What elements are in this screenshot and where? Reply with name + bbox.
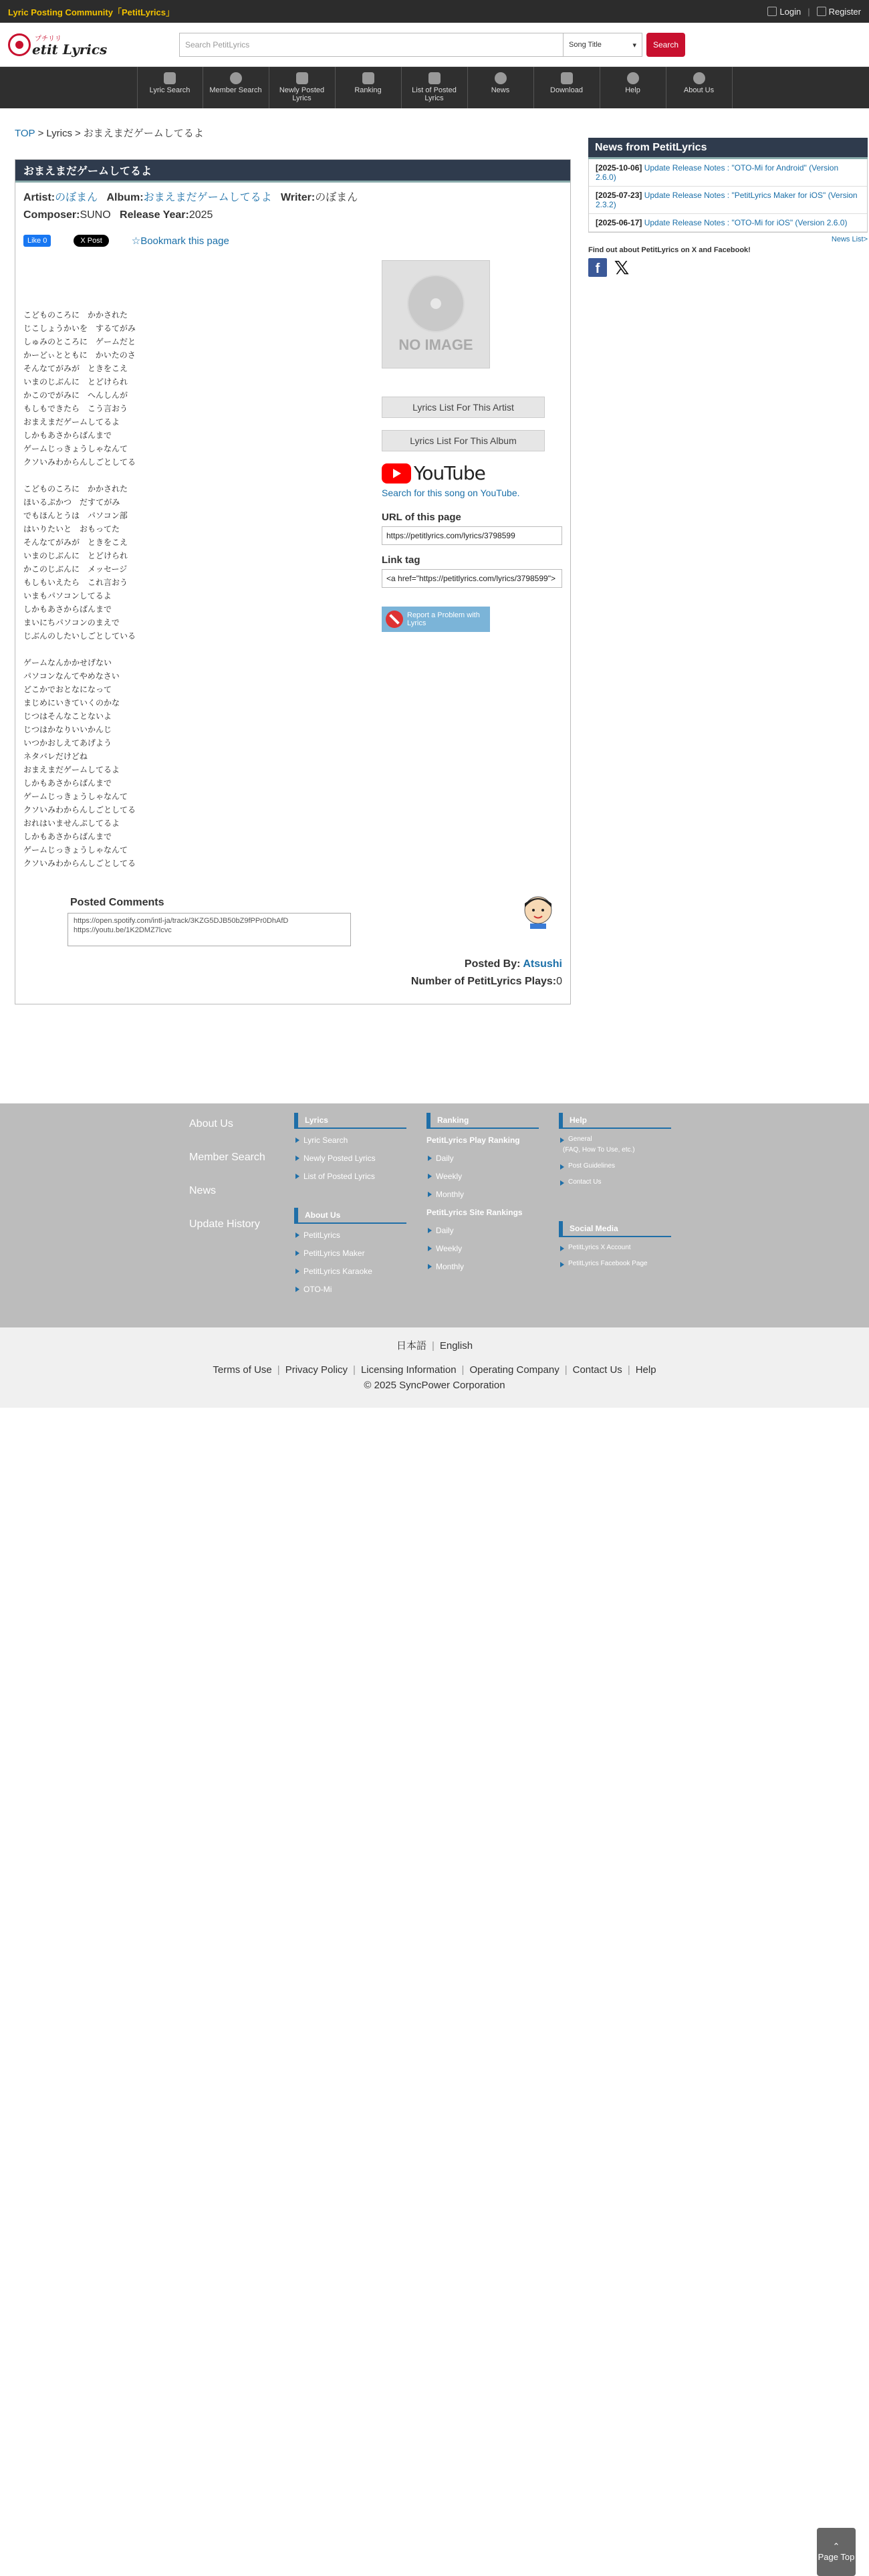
nav-download[interactable]: Download [534, 67, 600, 108]
login-link[interactable]: Login [767, 7, 801, 17]
page-url-field[interactable]: https://petitlyrics.com/lyrics/3798599 [382, 526, 562, 545]
download-icon [561, 72, 573, 84]
facebook-like-button[interactable]: Like 0 [23, 235, 51, 247]
footer-help-col: Help General (FAQ, How To Use, etc.) Post Guidelines Contact Us [559, 1113, 671, 1194]
lang-japanese[interactable]: 日本語 [396, 1340, 426, 1352]
contact-link[interactable]: Contact Us [572, 1364, 622, 1376]
crown-icon [362, 72, 374, 84]
news-heading: News from PetitLyrics [588, 138, 868, 159]
footer-news[interactable]: News [189, 1185, 217, 1196]
nav-lyric-search[interactable]: Lyric Search [137, 67, 203, 108]
song-card [15, 159, 571, 1004]
about-icon [693, 72, 705, 84]
footer-list-posted[interactable]: List of Posted Lyrics [294, 1172, 406, 1181]
footer-karaoke[interactable]: PetitLyrics Karaoke [294, 1267, 406, 1276]
footer-site-weekly[interactable]: Weekly [426, 1244, 539, 1253]
site-logo[interactable]: プチリリ etit Lyrics [8, 33, 175, 56]
album-art-placeholder: NO IMAGE [382, 260, 490, 368]
comments-heading: Posted Comments [70, 897, 164, 908]
site-tagline: Lyric Posting Community「PetitLyrics」 [8, 7, 174, 17]
x-icon[interactable]: 𝕏 [614, 257, 630, 278]
language-switch: 日本語 | English [396, 1340, 473, 1352]
lang-english[interactable]: English [439, 1340, 473, 1352]
footer-lyric-search[interactable]: Lyric Search [294, 1136, 406, 1145]
member-search-icon [230, 72, 242, 84]
search-input[interactable]: Search PetitLyrics [179, 33, 564, 57]
footer-site-monthly[interactable]: Monthly [426, 1262, 539, 1271]
footer-member-search[interactable]: Member Search [189, 1152, 265, 1163]
album-lyrics-list-button[interactable]: Lyrics List For This Album [382, 430, 545, 451]
artist-link[interactable]: のぼまん [55, 192, 98, 203]
nav-list-posted[interactable]: List of Posted Lyrics [402, 67, 468, 108]
footer-update-history[interactable]: Update History [189, 1218, 260, 1230]
footer-contact[interactable]: Contact Us [559, 1178, 671, 1186]
footer-social-col: Social Media PetitLyrics X Account PetitLyrics Facebook Page [559, 1221, 671, 1276]
comment-box: https://open.spotify.com/intl-ja/track/3KZG5DJB50bZ9fPPr0DhAfD https://youtu.be/1K2DMZ7lcvc [68, 913, 351, 946]
artist-lyrics-list-button[interactable]: Lyrics List For This Artist [382, 397, 545, 418]
company-link[interactable]: Operating Company [469, 1364, 560, 1376]
lock-icon [767, 7, 777, 16]
footer-play-monthly[interactable]: Monthly [426, 1190, 539, 1199]
footer-lyrics-col: Lyrics Lyric Search Newly Posted Lyrics List of Posted Lyrics [294, 1113, 406, 1190]
search-bar [179, 33, 685, 57]
sns-icons [588, 258, 868, 277]
newly-posted-icon [296, 72, 308, 84]
page-title: おまえまだゲームしてるよ [15, 160, 570, 183]
site-header [0, 23, 869, 67]
register-icon [817, 7, 826, 16]
breadcrumb: TOP > Lyrics > おまえまだゲームしてるよ [15, 128, 204, 139]
footer-site-daily[interactable]: Daily [426, 1226, 539, 1235]
news-sidebar [588, 138, 868, 277]
footer-petitlyrics[interactable]: PetitLyrics [294, 1230, 406, 1240]
footer-play-daily[interactable]: Daily [426, 1154, 539, 1163]
nav-ranking[interactable]: Ranking [336, 67, 402, 108]
auth-links: Login | Register [767, 7, 861, 17]
album-link[interactable]: おまえまだゲームしてるよ [143, 192, 272, 203]
privacy-link[interactable]: Privacy Policy [285, 1364, 348, 1376]
list-icon [428, 72, 441, 84]
lyric-search-icon [164, 72, 176, 84]
top-bar [0, 0, 869, 23]
footer-ranking-col: Ranking PetitLyrics Play Ranking Daily Weekly Monthly PetitLyrics Site Rankings Daily Weekly Monthly [426, 1113, 539, 1280]
footer-newly-posted[interactable]: Newly Posted Lyrics [294, 1154, 406, 1163]
link-tag-label: Link tag [382, 554, 420, 566]
poster-link[interactable]: Atsushi [523, 958, 562, 970]
share-row [23, 235, 229, 247]
footer-about-us[interactable]: About Us [189, 1118, 233, 1130]
bookmark-link[interactable]: ☆Bookmark this page [131, 235, 229, 247]
help-link[interactable]: Help [635, 1364, 656, 1376]
breadcrumb-lyrics[interactable]: Lyrics [46, 128, 72, 139]
footer-play-weekly[interactable]: Weekly [426, 1172, 539, 1181]
register-link[interactable]: Register [817, 7, 861, 17]
news-list-link[interactable]: News List> [831, 235, 868, 243]
main-nav [0, 67, 869, 108]
footer-left-links [189, 1118, 265, 1252]
search-button[interactable]: Search [646, 33, 685, 57]
footer-sitemap [0, 1103, 869, 1327]
posted-by: Posted By: Atsushi Number of PetitLyrics Plays:0 [410, 958, 562, 987]
chevron-down-icon: ▾ [632, 41, 636, 49]
news-list [588, 159, 868, 233]
nav-member-search[interactable]: Member Search [203, 67, 269, 108]
footer-help-general[interactable]: General [559, 1136, 671, 1143]
news-item[interactable]: [2025-10-06] Update Release Notes : "OTO-Mi for Android" (Version 2.6.0) [589, 159, 867, 187]
footer-facebook-page[interactable]: PetitLyrics Facebook Page [559, 1260, 671, 1267]
nav-newly-posted[interactable]: Newly Posted Lyrics [269, 67, 336, 108]
footer-x-account[interactable]: PetitLyrics X Account [559, 1244, 671, 1251]
search-type-select[interactable]: Song Title ▾ [564, 33, 642, 57]
news-item[interactable]: [2025-07-23] Update Release Notes : "PetitLyrics Maker for iOS" (Version 2.3.2) [589, 187, 867, 214]
terms-link[interactable]: Terms of Use [213, 1364, 272, 1376]
footer-oto-mi[interactable]: OTO-Mi [294, 1285, 406, 1294]
song-meta: Artist:のぼまん Album:おまえまだゲームしてるよ Writer:のぼまん Composer:SUNO Release Year:2025 [23, 192, 358, 221]
x-post-button[interactable]: X Post [74, 235, 108, 247]
youtube-search-link[interactable]: Search for this song on YouTube. [382, 488, 520, 498]
lyrics-text: こどものころに かかされた じこしょうかいを するてがみ しゅみのところに ゲームだと かーどぃとともに かいたのさ そんなてがみが ときをこえ いまのじぶんに とどけられ かこのでがみに へんしんが もしもできたら こう言おう おまえまだゲームしてるよ しかもあさからばんまで ゲームじっきょうしゃなんて クソいみわからんしごとしてる こどものころに かかされた ほいるぷかつ だすてがみ でもほんとうは パソコン部 はいりたいと おもってた そんなてがみが ときをこえ いまのじぶんに とどけられ かこのじぶんに メッセージ もしもいえたら これ言おう いまもパソコンしてるよ しかもあさからばんまで まいにちパソコンのまえで じぶんのしたいしごとしている ゲームなんかかせげない パソコンなんてやめなさい どこかでおとなになって まじめにいきていくのかな じつはそんなことないよ じつはかなりいいかんじ いつかおしえてあげよう ネタバレだけどね おまえまだゲームしてるよ しかもあさからばんまで ゲームじっきょうしゃなんて クソいみわからんしごとしてる おれはいませんぷしてるよ しかもあさからばんまで ゲームじっきょうしゃなんて クソいみわからんしごとしてる [23, 310, 136, 868]
prohibited-icon [386, 611, 403, 628]
report-problem-button[interactable]: Report a Problem with Lyrics [382, 607, 490, 632]
help-icon [627, 72, 639, 84]
nav-help[interactable]: Help [600, 67, 666, 108]
youtube-logo[interactable]: YouTube [382, 462, 485, 484]
url-label: URL of this page [382, 512, 461, 523]
page-top-button[interactable]: ⌃ Page Top [817, 2528, 856, 2576]
breadcrumb-current: おまえまだゲームしてるよ [83, 128, 204, 139]
copyright: © 2025 SyncPower Corporation [364, 1380, 505, 1391]
footer-bottom [0, 1327, 869, 1408]
footer-about-col: About Us PetitLyrics PetitLyrics Maker PetitLyrics Karaoke OTO-Mi [294, 1208, 406, 1303]
avatar [522, 894, 554, 929]
nav-news[interactable]: News [468, 67, 534, 108]
footer-maker[interactable]: PetitLyrics Maker [294, 1249, 406, 1258]
chevron-up-icon: ⌃ [832, 2541, 840, 2551]
facebook-icon[interactable]: f [588, 258, 607, 277]
licensing-link[interactable]: Licensing Information [360, 1364, 457, 1376]
disc-icon [407, 275, 465, 332]
link-tag-field[interactable]: <a href="https://petitlyrics.com/lyrics/3798599"> [382, 569, 562, 588]
news-item[interactable]: [2025-06-17] Update Release Notes : "OTO-Mi for iOS" (Version 2.6.0) [589, 214, 867, 232]
footer-post-guidelines[interactable]: Post Guidelines [559, 1162, 671, 1170]
breadcrumb-top[interactable]: TOP [15, 128, 35, 139]
logo-mark-icon [8, 33, 31, 56]
footer-legal-links: Terms of Use | Privacy Policy | Licensing Information | Operating Company | Contact Us | Help [213, 1364, 656, 1376]
news-icon [495, 72, 507, 84]
find-us-text: Find out about PetitLyrics on X and Facebook! [588, 246, 751, 254]
youtube-play-icon [382, 463, 411, 484]
nav-about-us[interactable]: About Us [666, 67, 733, 108]
